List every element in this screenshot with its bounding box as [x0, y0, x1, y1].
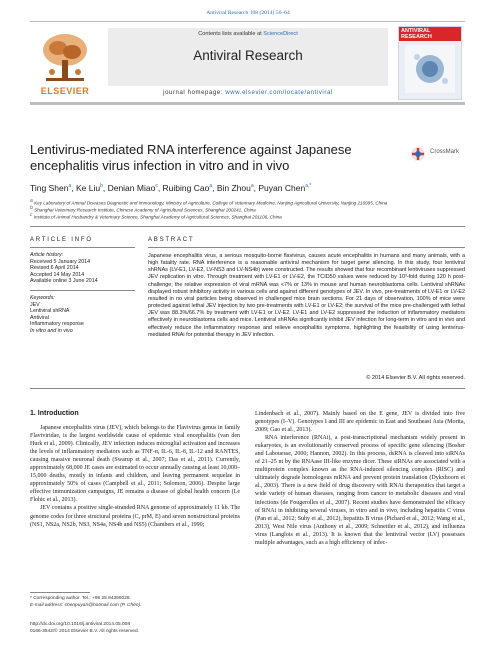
keyword: Lentiviral shRNA [30, 308, 70, 315]
abstract-copyright: © 2014 Elsevier B.V. All rights reserved. [366, 375, 465, 381]
article-title: Lentivirus-mediated RNA interference against Japanese encephalitis virus infection in vitro and in vivo [30, 142, 352, 173]
contents-prefix: Contents lists available at [198, 31, 264, 37]
cover-virus-image [405, 45, 455, 93]
paragraph: RNA interference (RNAi), a post-transcriptional mechanism widely present in eukaryotes, is an evolutionarily conserved process of specific gene silencing (Bosher and Labouesse, 2000; Hannon, 2002). In this process, dsRNA is cleaved into siRNAs of 21–25 nt by the RNAase III-like enzyme dicer. These siRNAs are associated with a multiprotein complex known as the RNA-induced silencing complex (RISC) and ultimately degrade homologous mRNA and prevent protein translation (Dykxhoorn et al., 2003). There is a new field of drug discovery with RNAi therapeutics that target a wide variety of human diseases, ranging from cancer to metabolic diseases and viral infections (de Fougerolles et al., 2007). Recent studies have demonstrated the efficacy of RNAi in inhibiting several viruses, in vitro and in vivo, including hepatitis C virus (Pan et al., 2012; Suhy et al., 2012), hepatitis B virus (Pichard et al., 2012; Wang et al., 2013), West Nile virus (Anthony et al., 2009; Schnettler et al., 2012), and influenza virus (Langlois et al., 2013). It is known that the lentiviral vector (LV) possesses multiple advantages, such as a high efficiency of infec- [255, 435, 465, 546]
journal-title: Antiviral Research [193, 48, 303, 63]
divider [30, 290, 135, 291]
history-received: Received 5 January 2014 [30, 258, 91, 265]
sciencedirect-link[interactable]: ScienceDirect [263, 31, 298, 37]
history-accepted: Accepted 14 May 2014 [30, 271, 85, 278]
corresponding-author-note: * Corresponding author. Tel.: +86 25 84396028. [30, 596, 131, 601]
author[interactable]: Ting Shen$^a$ [30, 183, 72, 193]
author[interactable]: Ruibing Cao$^a$ [162, 183, 213, 193]
publisher-name: ELSEVIER [40, 86, 90, 96]
affiliation: b Shanghai Veterinary Research Institute, Chinese Academy of Agricultural Sciences, Shanghai 200241, China [30, 205, 256, 213]
crossmark-label: CrossMark [430, 149, 460, 155]
author[interactable]: Puyan Chen$^{a,*}$ [258, 183, 312, 193]
keywords-label: Keywords: [30, 295, 55, 301]
doi-link[interactable]: http://dx.doi.org/10.1016/j.antiviral.2014.05.008 [30, 622, 131, 627]
author-email[interactable]: E-mail address: chenpuyan@hotmail.com (P. Chen). [30, 603, 142, 608]
journal-cover-thumbnail[interactable] [398, 26, 462, 100]
paragraph: JEV contains a positive single-stranded RNA genome of approximately 11 kb. The genome codes for three structural proteins (C, prM, E) and seven nonstructural proteins (NS1, NS2a, NS2b, NS3, NS4a, NS4b and NS5) (Chambers et al., 1990; [30, 505, 240, 528]
paragraph: Japanese encephalitis virus (JEV), which belongs to the Flavivirus genus in family Flaviviridae, is the largest worldwide cause of epidemic viral encephalitis (van den Hurk et al., 2009). Clinically, JEV infection induces microglial activation and increases the levels of inflammatory mediators such as TNF-α, IL-6, IL-8, IL-12 and RANTES, causing massive neuronal death (Swarup et al., 2007; Das et al., 2011). Currently, approximately 68,000 JE cases are estimated to occur annually causing at least 10,000–15,000 deaths, mostly in infants and children, and leaving permanent sequelae in approximately 50% of cases (Campbell et al., 2011; Solomon, 2006). Despite large effective immunization campaigns, JE remains a disease of global health concern (Le Flohic et al., 2013). [30, 425, 240, 504]
section-heading: 1. Introduction [30, 410, 79, 417]
divider [30, 226, 465, 227]
journal-header [30, 21, 465, 105]
paragraph: Lindenbach et al., 2007). Mainly based on the E gene, JEV is divided into five genotypes (I–V). Genotypes I and III are epidemic in East and Southeast Asia (Morita, 2009; Gao et al., 2013). [255, 411, 465, 434]
journal-homepage [108, 90, 388, 96]
divider [148, 247, 465, 248]
contents-line [108, 31, 388, 37]
journal-citation[interactable]: Antiviral Research 108 (2014) 56–64 [206, 10, 290, 16]
keyword: JEV [30, 301, 40, 308]
abstract-heading: ABSTRACT [148, 237, 195, 243]
article-history [30, 252, 140, 285]
cover-title: ANTIVIRAL RESEARCH [401, 28, 432, 40]
issn-copyright: 0166-3542/© 2014 Elsevier B.V. All rights reserved. [30, 629, 139, 634]
divider [30, 247, 135, 248]
homepage-prefix: journal homepage: [163, 90, 226, 96]
article-info-heading: ARTICLE INFO [30, 237, 93, 243]
keywords [30, 295, 140, 335]
affiliation: c Institute of Animal Husbandry & Veterinary Science, Shanghai Academy of Agricultural Sciences, Shanghai 201106, China [30, 212, 282, 220]
history-revised: Revised 6 April 2014 [30, 265, 79, 272]
footnote-divider [30, 592, 90, 593]
divider [30, 388, 465, 389]
author-list: Ting Shen$^a$, Ke Liu$^b$, Denian Miao$^c$, Ruibing Cao$^a$, Bin Zhou$^a$, Puyan Chen$^{a,*}$ [30, 183, 312, 193]
author[interactable]: Denian Miao$^c$ [107, 183, 158, 193]
intro-left-column [30, 424, 240, 529]
history-online: Available online 3 June 2014 [30, 278, 98, 285]
intro-right-column [255, 410, 465, 547]
keyword: Antiviral [30, 314, 49, 321]
journal-banner [108, 28, 388, 86]
keyword: In vitro and in vivo [30, 327, 73, 334]
author[interactable]: Ke Liu$^b$ [75, 183, 103, 193]
history-label: Article history: [30, 252, 64, 258]
homepage-link[interactable]: www.elsevier.com/locate/antiviral [225, 90, 333, 96]
abstract-body: Japanese encephalitis virus, a serious mosquito-borne flavivirus, causes acute encephalitis in humans and many animals, with a high fatality rate. RNA interference is a reasonable antiviral mechanism for target gene silencing. In this study, four lentiviral shRNAs (LV-E1, LV-E2, LV-NS3 and LV-NS4b) were constructed. The results showed that four recombinant lentiviruses suppressed JEV replication in vitro. Through treatment with LV-E1 or LV-E2, the TCID50 values were reduced by 10³-fold during 120 h post-challenge; the relative expression of viral mRNA was <7% or 13% in mouse and human neuroblastoma cells. Lentiviral shRNAs displayed robust inhibitory activity in various cells and against different genotypes of JEV. In vivo, pre-treatments of LV-E1 or LV-E2 resulted in no viral particles being observed in challenged mice brain sections. For 21 days of observation, 100% of mice were protected against lethal JEV injection by two pre-treatments with LV-E1 or LV-E2; the survival of the mice pre-challenged with lethal JEV was 88.3%/66.7% by treatment with LV-E1 or LV-E2. LV-E1 and LV-E2 suppressed the induction of inflammatory mediators effectively in neuroblastoma cells and mice. Lentiviral shRNAs significantly inhibit JEV infection for long-term in vitro and in vivo and effectively reduce the inflammatory response and relieve encephalitis symptoms, highlighting the feasibility of using lentivirus-mediated RNAi for potential therapy in JEV infection. [148, 253, 465, 338]
elsevier-tree-logo [36, 28, 94, 86]
affiliation: a Key Laboratory of Animal Diseases Diagnostic and Immunology, Ministry of Agriculture, College of Veterinary Medicine, Nanjing Agricultural University, Nanjing 210095, China [30, 198, 388, 206]
keyword: Inflammatory response [30, 321, 84, 328]
author[interactable]: Bin Zhou$^a$ [216, 183, 254, 193]
